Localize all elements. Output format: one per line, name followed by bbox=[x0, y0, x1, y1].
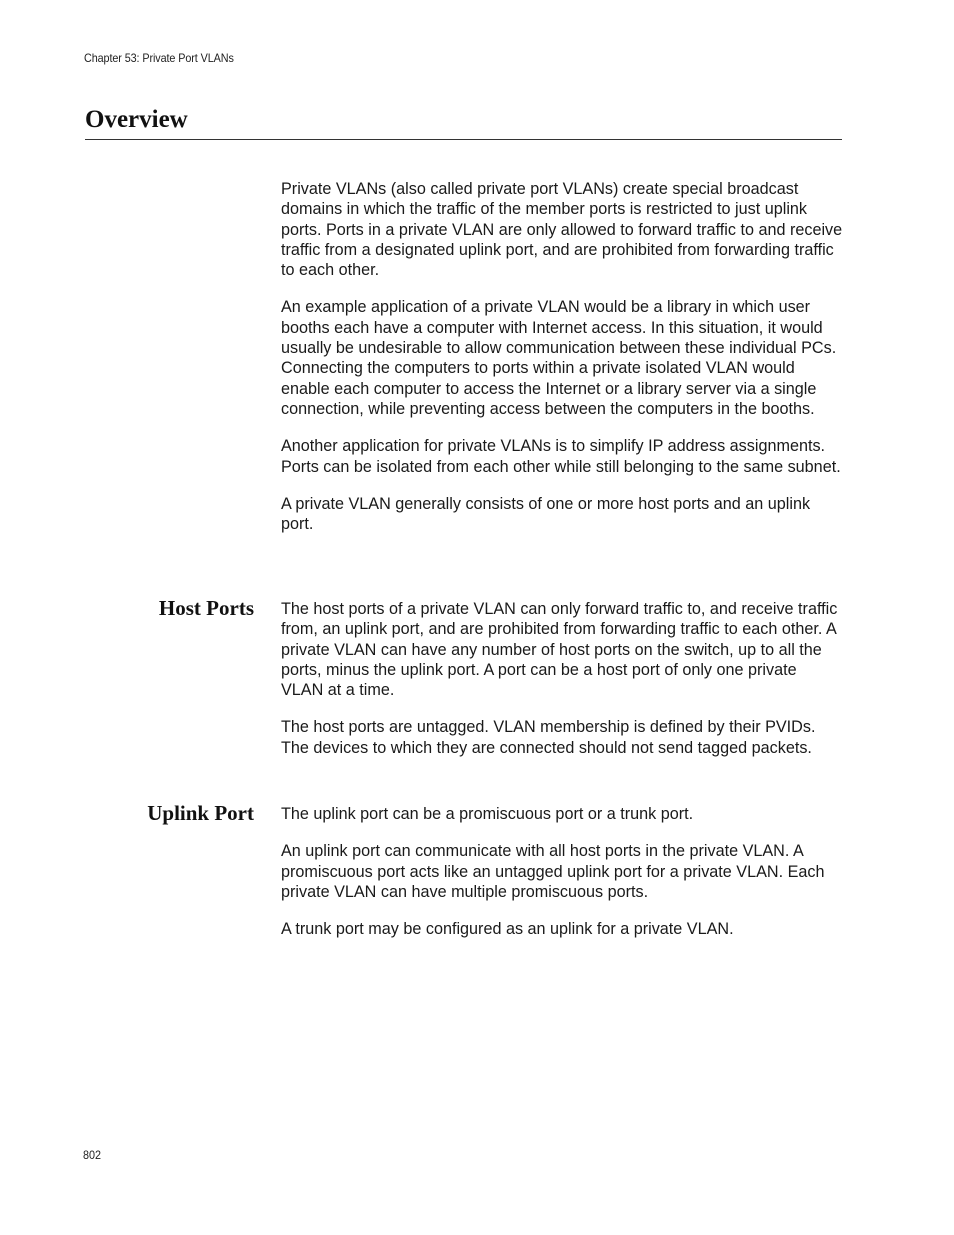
overview-body bbox=[281, 179, 843, 551]
uplink-port-paragraph: The uplink port can be a promiscuous port or a trunk port. bbox=[281, 805, 694, 823]
running-header: Chapter 53: Private Port VLANs bbox=[84, 51, 234, 65]
uplink-port-body bbox=[281, 804, 843, 956]
overview-paragraph: An example application of a private VLAN would be a library in which user booths each have a computer with Internet access. In this situation, it would usually be undesirable to allow communication between these individual PCs. Connecting the computers to ports within a private isolated VLAN would enable each computer to access the Internet or a library server via a single connection, while preventing access between the computers in the booths. bbox=[281, 298, 837, 418]
uplink-port-paragraph: An uplink port can communicate with all host ports in the private VLAN. A promiscuous port acts like an untagged uplink port for a private VLAN. Each private VLAN can have multiple promiscuous ports. bbox=[281, 842, 825, 901]
uplink-port-paragraph: A trunk port may be configured as an uplink for a private VLAN. bbox=[281, 920, 734, 939]
host-ports-heading: Host Ports bbox=[158, 596, 254, 620]
overview-paragraph: Private VLANs (also called private port VLANs) create special broadcast domains in which the traffic of the member ports is restricted to just uplink ports. Ports in a private VLAN are only allowed to forward traffic to and receive traffic from a designated uplink port, and are prohibited from forwarding traffic to each other. bbox=[281, 180, 843, 280]
overview-paragraph: A private VLAN generally consists of one or more host ports and an uplink port. bbox=[281, 494, 811, 534]
title-rule bbox=[85, 139, 842, 140]
host-ports-paragraph: The host ports are untagged. VLAN membership is defined by their PVIDs. The devices to which they are connected should not send tagged packets. bbox=[281, 718, 816, 757]
host-ports-body bbox=[281, 599, 843, 775]
section-title: Overview bbox=[85, 106, 188, 133]
page-number: 802 bbox=[83, 1148, 102, 1162]
overview-paragraph: Another application for private VLANs is to simplify IP address assignments. Ports can be isolated from each other while still belonging to the same subnet. bbox=[281, 437, 841, 476]
host-ports-paragraph: The host ports of a private VLAN can only forward traffic to, and receive traffic from, an uplink port, and are prohibited from forwarding traffic to each other. A private VLAN can have any number of host ports on the switch, up to all the ports, minus the uplink port. A port can be a host port of only one private VLAN at a time. bbox=[281, 600, 838, 700]
uplink-port-heading: Uplink Port bbox=[147, 801, 254, 825]
